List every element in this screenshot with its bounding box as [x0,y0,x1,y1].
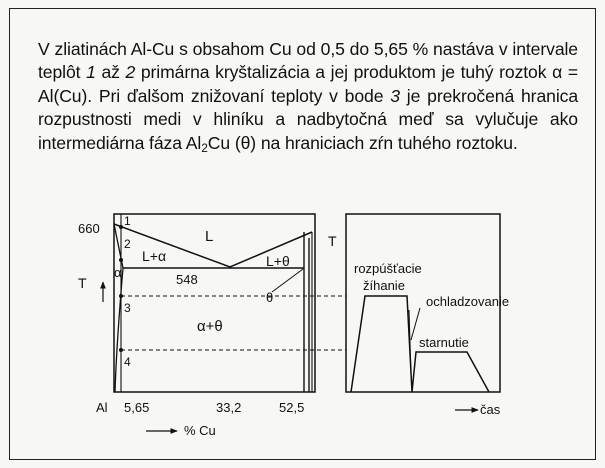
heat-treatment-diagram [328,214,509,417]
aging-label: starnutie [419,335,469,350]
region-alpha-theta-label: α+θ [197,318,223,335]
region-l-label: L [205,228,214,245]
text-part: až [95,62,126,83]
cooling-label: ochladzovanie [426,294,510,309]
temp-548-label: 548 [176,272,198,287]
subscript: 2 [201,140,208,155]
point-ref: 1 [86,62,96,83]
point-3-label: 3 [124,301,131,315]
solution-annealing-label-1: rozpúšťacie [354,261,422,276]
x-tick-33-2: 33,2 [216,400,242,415]
point-1-label: 1 [124,214,131,228]
point-2-marker [119,258,123,262]
solution-annealing-label-2: žíhanie [363,278,405,293]
axis-t-label-right: T [328,233,337,249]
axis-t-label: T [78,275,87,291]
text-part: V zliatinách Al-Cu s obsahom Cu od 0,5 do 5,65 % nastáva v intervale teplôt [38,39,578,83]
point-ref: 2 [125,62,136,83]
solvus-line [115,268,123,392]
region-l-theta-label: L+θ [266,253,290,269]
theta-leader-line [272,269,303,292]
region-theta-label: θ [266,290,274,305]
axis-time-label: čas [480,402,501,417]
text-part: je prekročená hranica rozpustnosti medi v hliníku a nadbytočná meď sa vylučuje ako intermediárna fáza Al [38,85,579,153]
phase-diagram-box [114,214,315,392]
region-alpha-label: α [114,265,122,280]
point-1-marker [119,225,123,229]
point-ref: 3 [390,85,400,106]
point-4-label: 4 [124,355,131,369]
temp-660-label: 660 [78,221,100,236]
region-l-alpha-label: L+α [142,248,167,264]
x-tick-52-5: 52,5 [279,400,305,415]
point-2-label: 2 [124,237,131,251]
text-part: primárna kryštalizácia a jej produktom je tuhý roztok α = Al(Cu). Pri ďalšom znižovaní teploty v bode [38,62,578,106]
x-tick-al: Al [96,400,108,415]
phase-diagram [78,214,315,438]
text-part: Cu (θ) na hraniciach zŕn tuhého roztoku. [207,132,518,153]
axis-x-label: % Cu [184,423,216,438]
x-tick-5-65: 5,65 [124,400,150,415]
